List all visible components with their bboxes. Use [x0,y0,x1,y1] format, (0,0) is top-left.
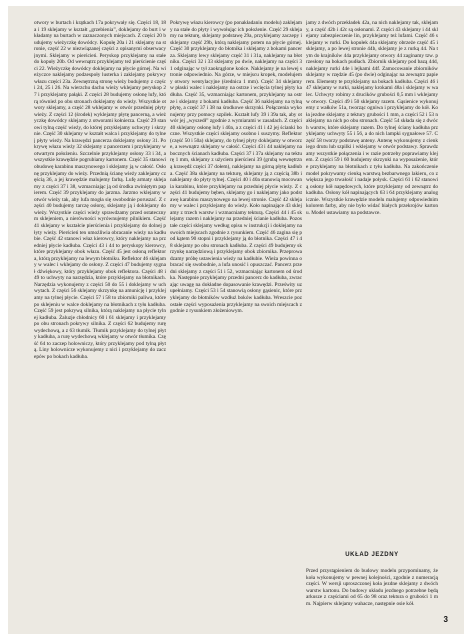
text-column-left: otwory w burtach i krątkach 17a pokrywały się. Części 18, 18a i 19 sklejamy w kształt „grzebienia”, doklejamy do burt i wkładamy na burtach w zaznaczonych miejscach. Z części 20 budujemy wieżyczkę dowódcy. Kopułę 20a i 21 sklejamy na stronie, część 22 w niezwiązanej części z opisanymi obserwacyjnymi. Sklejamy w pierścień. Peryskop przyklejamy na stałe do kopuły 20b. Od wewnątrz przyklejamy też pierścienie części 22. Wieżyczkę dowódcy doklejamy na płycie górnej. Na wieżyczce naklejamy podzespoły lusterka i zaklejamy pokrywy włazu części 23a. Zewnętrzną stronę wieży budujemy z części 24, 25 i 26. Na wierzchu dachu wieży wklejamy peryskop 27 i przyklejamy pałąki. Z części 28 budujemy osłonę lufy, którą również po obu stronach doklejamy do wieży. Wszystkie otwory sklejamy, a część 28 wklejamy w otwór przedniej płyty wieży. Z części 12 (środek) wyklejamy płytę pancerną, a wieżyczkę dowódcy sklejamy z otworami kołnierza. Część 29 stanowi tylną część wieży, do której przyklejamy uchwyty i skrzynie. Część 30 sklejamy w kształt walca i przyklejamy do tylnej płyty wieży. Na krawędzi pancerza doklejamy osłony 31. Pokrywę włazu wieży 32 sklejamy z pancerzem i przyklejamy w otwartym położeniu. Szczelnie przyklejamy osłony 33 i 34, a wszystkie krawędzie pogrubiamy kartonem. Część 35 stanowi obudowę karabinu maszynowego i sklejamy ją w całość. Osłonę przyklejamy do wieży. Przednią ścianę wieży zaklejamy częścią 36, a jej krawędzie malujemy farbą. Lufę armaty sklejamy z części 37 i 38, wzmacniając ją od środka zwiniętym papierem. Część 39 przyklejamy do jarzma. Jarzmo wklejamy w otwór wieży tak, aby lufa mogła się swobodnie poruszać. Z części 40 budujemy tarczę osłony, sklejamy ją i doklejamy do wieży. Wszystkie części wieży sprawdzamy przed ostatecznym sklejeniem, a nierówności wyrównujemy pilnikiem. Część 41 sklejamy w kształcie pierścienia i przyklejamy do dolnej płyty wieży. Pierścień ten umożliwia obracanie wieży na kadłubie. Część 42 stanowi właz kierowcy, który naklejamy na przedniej płycie kadłuba. Części 43 i 44 to peryskopy kierowcy, które przyklejamy obok włazu. Część 45 jest osłoną reflektora, którą przyklejamy na lewym błotniku. Reflektor 46 sklejamy w walec i wklejamy do osłony. Z części 47 budujemy sygnał dźwiękowy, który przyklejamy obok reflektora. Części 48 i 49 to uchwyty na narzędzia, które przyklejamy na błotnikach. Narzędzia wykonujemy z części 50 do 55 i doklejamy w uchwytach. Z części 56 sklejamy skrzynkę na amunicję i przyklejamy na tylnej płycie. Części 57 i 58 to zbiorniki paliwa, które po sklejeniu w walce doklejamy na błotnikach z tyłu kadłuba. Część 59 jest pokrywą silnika, którą naklejamy na płycie tylnej kadłuba. Żaluzje chłodnicy 60 i 61 sklejamy i przyklejamy po obu stronach pokrywy silnika. Z części 62 budujemy rurę wydechową, a z 63 tłumik. Tłumik przyklejamy do tylnej płyty kadłuba, a rurę wydechową wklejamy w otwór tłumika. Część 64 to zaczep holowniczy, który przyklejamy pod tylną płytą. Liny holownicze wykonujemy z nici i przyklejamy do zaczepów po bokach kadłuba. [34,20,166,360]
text-column-right-lower: Przed przystąpieniem do budowy modelu przypominamy, że koła wykonujemy w pewnej kolejności, zgodnie z numeracją części. W wersji uproszczonej koła jezdne sklejamy z dwóch warstw kartonu. Do budowy układu jezdnego potrzebne będą arkusze z częściami od 65 do 98 oraz tektura o grubości 1 mm. Najpierw sklejamy wahacze, następnie osie kół. [306,568,438,607]
text-column-right: jamy z dwóch przekładek 42a, na nich naklejamy tak, sklejamy, a część 42b i 42c są osłonami. Z części 43 sklejamy i 44 sklejamy zabezpieczenie lin, przyklejamy też lufami. Część 46 sklejamy w rurki. Do kopułek 44a sklejamy obrzeże część 45 i sklejamy, a po lewej stronie 44b, sklejamy je z rurką 44. Na tym do krajników 44a przyklejamy otwory 44 zaginamy tzw. przesłony na bokach pudłach. Zbiornik sklejamy pod bazą 44d, naklejamy rurki 44e i lejkami 44f. Zamocowanie zbiorników sklejamy w rzędzie 45 (po dwie) odginając na zewnątrz papierem. Elementy te przyklejamy na bokach kadłuba. Części 46 i 47 sklejamy w rurki, naklejamy krokami 48a i sklejamy w walec. Uchwyty robimy z drucików grubości 0,5 mm i wklejamy w otwory. Części 49 i 50 sklejamy razem. Gąsienice wykonujemy z wałków 51a, tworząc ogniwa i przyklejamy do kół. Koła jezdne sklejamy z tektury grubości 1 mm, a części 52 i 53 naklejamy na nich po obu stronach. Część 54 składa się z dwóch warstw, które sklejamy razem. Do tylnej ściany kadłuba przyklejamy uchwyty 55 i 56, a do nich lampki sygnałowe 57. Część 58 tworzy podstawę anteny. Antenę wykonujemy z cienkiego drutu lub szpilki i wklejamy w otwór podstawy. Sprawdzamy wszystkie połączenia i w razie potrzeby poprawiamy klejem. Z części 59 i 60 budujemy skrzynki na wyposażenie, które przyklejamy na błotnikach z tyłu kadłuba. Na zakończenie model pokrywamy cienką warstwą bezbarwnego lakieru, co zwiększa jego trwałość i nadaje połysk. Części 61 i 62 stanowią osłony kół napędowych, które przyklejamy od zewnątrz do kadłuba. Osłony kół napinających 63 i 64 przyklejamy analogicznie. Wszystkie krawędzie modelu malujemy odpowiednim kolorem farby, aby nie było widać białych przekrojów kartonu. Model ustawiamy na podstawce. [306,20,438,216]
document-page [8,6,464,634]
text-column-middle: Pokrywę włazu kierowcy (po ponakładaniu modelu) zaklejamy na stałe do płyty i wywołując ich położenie. Część 29 sklejamy na tekturę, sklejamy podstawę 29a, przyklejamy zaczepy i sklejamy część 29b, którą naklejamy potem na płycie górnej. Część 30 przyklejamy do błotnika i sklejamy z bokami pancerza. Sklejamy lewy sklejamy część 31 i 31a, naklejamy na błotniku. Części 32 i 33 sklejamy po dwie, naklejamy na części 31 odginając w tył zaokrąglone końce. Naklejamy je na lewej stronie odpowiednio. Na górze, w miejscu kropek, modelujemy otwory wentylacyjne (średnica 1 mm). Część 34 sklejamy w płaski walec i naklejamy na ostrze i wcięcia tylnej płyty kadłuba. Część 35, wzmacniając kartonem, przyklejamy na ostrze i sklejamy z bokami kadłuba. Część 36 naklejamy na tylną płytę, a część 37 i 38 na środkowe skrzynki. Połączenia wykonujemy przy pomocy szpilek. Kształt lufy 39 i 39a tak, aby otwór jej „wyszedł” zgodnie z wymiarami w zasadach. Z części 40 sklejamy osłonę lufy i 40a, a z części 41 i 42 jej ścianki boczne. Wszystkie części sklejamy osobno i suszymy. Reflektor (część 50 i 50a) sklejamy, do tylnej płyty doklejamy w otworze, a wewnątrz sklejamy w całość. Części 43 i 44 naklejamy na bocznych ścianach kadłuba. Części 37 i 37a sklejamy na tekturę 1 mm, sklejamy z użyciem pierścieni 39 (grubą wewnętrzną krawędź części 37 dołem), naklejamy na górną płytę kadłuba. Część 38a sklejamy na tekturę, sklejamy ją z częścią 38b i naklejamy do płyty tylnej. Części 40 i 40a stanowią mocowania karabinu, które przyklejamy na przedniej płycie wieży. Z części 41 budujemy bęben, sklejamy go i naklejamy jako podstawę karabinu maszynowego na lewej stronie. Część 42 sklejamy w walec i przyklejamy do wieży. Koło napinające 43 sklejamy z trzech warstw i wzmacniamy tekturą. Części 44 i 45 sklejamy razem i naklejamy na przedniej ścianie kadłuba. Pozostałe części sklejamy według opisu w instrukcji i doklejamy na swoich miejscach zgodnie z rysunkiem. Część 46 zagina się pod kątem 90 stopni i przyklejamy ją do błotnika. Części 47 i 48 sklejamy po obu stronach kadłuba. Z części 49 budujemy skrzynkę narzędziową i przyklejamy obok zbiornika. Przeprowadzamy próbę ustawienia wieży na kadłubie. Wieża powinna obracać się swobodnie, a lufa unosić i opuszczać. Pancerz przedni sklejamy z części 51 i 52, wzmacniając kartonem od środka. Następnie przyklejamy przedni pancerz do kadłuba, zwracając uwagę na dokładne dopasowanie krawędzi. Prześwity uzupełniamy. Części 53 i 54 stanowią osłony gąsienic, które przyklejamy do błotników wzdłuż boków kadłuba. Wreszcie pozostałe części wyposażenia przyklejamy na swoich miejscach zgodnie z rysunkiem złożeniowym. [170,20,302,315]
page-number: 3 [443,615,448,624]
section-heading: UKŁAD JEZDNY [345,552,399,558]
